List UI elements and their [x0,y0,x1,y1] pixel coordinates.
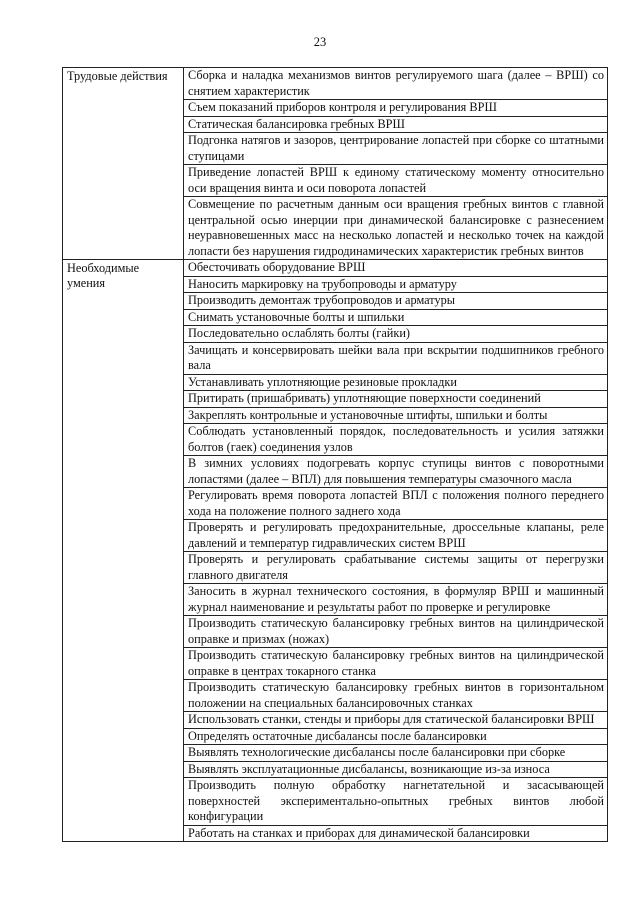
section-row-required-skills [63,260,608,842]
list-item: Съем показаний приборов контроля и регулирования ВРШ [184,99,607,116]
list-item: Снимать установочные болты и шпильки [184,309,607,326]
section-items [184,260,608,842]
list-item: Работать на станках и приборах для динамической балансировки [184,825,607,842]
list-item: Закреплять контрольные и установочные штифты, шпильки и болты [184,407,607,424]
list-item: Производить полную обработку нагнетательной и засасывающей поверхностей экспериментально-опытных гребных винтов любой конфигурации [184,777,607,825]
list-item: В зимних условиях подогревать корпус ступицы винтов с поворотными лопастями (далее – ВПЛ) для повышения температуры смазочного масла [184,455,607,487]
list-item: Проверять и регулировать срабатывание системы защиты от перегрузки главного двигателя [184,551,607,583]
list-item: Производить статическую балансировку гребных винтов в горизонтальном положении на специальных балансировочных станках [184,679,607,711]
list-item: Притирать (пришабривать) уплотняющие поверхности соединений [184,390,607,407]
list-item: Сборка и наладка механизмов винтов регулируемого шага (далее – ВРШ) со снятием характеристик [188,68,604,98]
list-item: Производить статическую балансировку гребных винтов на цилиндрической оправке и призмах (ножах) [184,615,607,647]
list-item: Зачищать и консервировать шейки вала при вскрытии подшипников гребного вала [184,342,607,374]
standard-table [62,67,608,842]
list-item: Подгонка натягов и зазоров, центрирование лопастей при сборке со штатными ступицами [184,132,607,164]
section-label: Необходимые умения [63,260,184,842]
list-item: Совмещение по расчетным данным оси вращения гребных винтов с главной центральной осью инерции при динамической балансировке с разнесением неуравновешенных масс на несколько лопастей и несколько точек на каждой лопасти без нарушения гидродинамических характеристик гребных винтов [184,196,607,259]
section-row-labor-actions [63,68,608,260]
list-item: Наносить маркировку на трубопроводы и арматуру [184,276,607,293]
list-item: Регулировать время поворота лопастей ВПЛ с положения полного переднего хода на положение полного заднего хода [184,487,607,519]
list-item: Использовать станки, стенды и приборы для статической балансировки ВРШ [184,711,607,728]
list-item: Производить статическую балансировку гребных винтов на цилиндрической оправке в центрах токарного станка [184,647,607,679]
list-item: Статическая балансировка гребных ВРШ [184,116,607,133]
page-number: 23 [313,35,327,49]
section-label: Трудовые действия [63,68,184,260]
list-item: Заносить в журнал технического состояния, в формуляр ВРШ и машинный журнал наименование и результаты работ по проверке и регулировке [184,583,607,615]
list-item: Определять остаточные дисбалансы после балансировки [184,728,607,745]
list-item: Проверять и регулировать предохранительные, дроссельные клапаны, реле давлений и температур гидравлических систем ВРШ [184,519,607,551]
list-item: Выявлять эксплуатационные дисбалансы, возникающие из-за износа [184,761,607,778]
list-item: Приведение лопастей ВРШ к единому статическому моменту относительно оси вращения винта и оси поворота лопастей [184,164,607,196]
section-items [184,68,608,260]
list-item: Соблюдать установленный порядок, последовательность и усилия затяжки болтов (гаек) соединения узлов [184,423,607,455]
list-item: Устанавливать уплотняющие резиновые прокладки [184,374,607,391]
list-item: Обесточивать оборудование ВРШ [188,260,366,274]
list-item: Последовательно ослаблять болты (гайки) [184,325,607,342]
list-item: Выявлять технологические дисбалансы после балансировки при сборке [184,744,607,761]
list-item: Производить демонтаж трубопроводов и арматуры [184,292,607,309]
